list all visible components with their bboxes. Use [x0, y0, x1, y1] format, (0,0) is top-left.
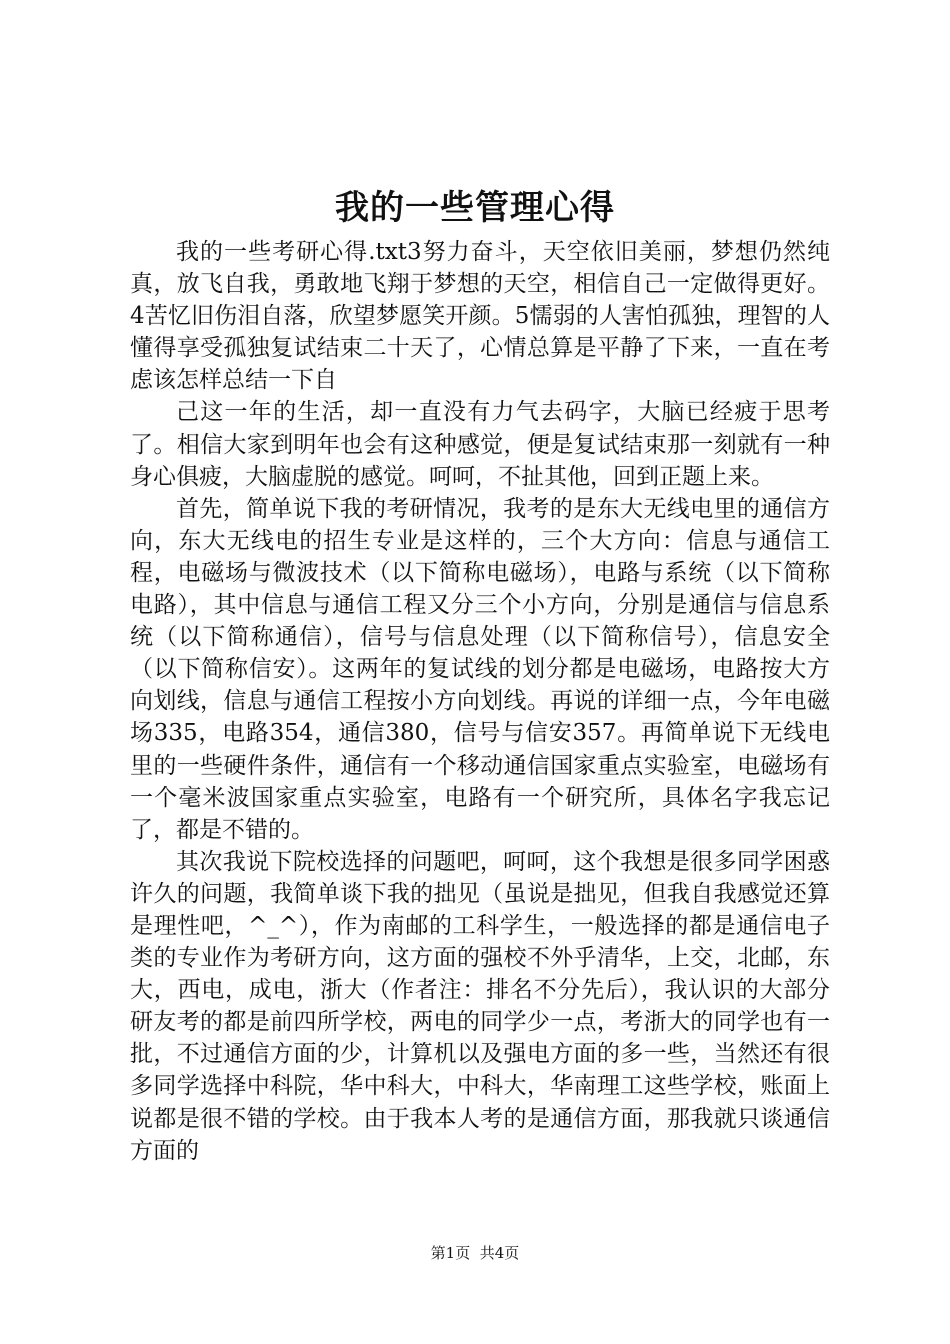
page-total: 共4页	[479, 1244, 520, 1262]
paragraph: 其次我说下院校选择的问题吧，呵呵，这个我想是很多同学困惑许久的问题，我简单谈下我的拙见（虽说是拙见，但我自我感觉还算是理性吧，^_^），作为南邮的工科学生，一般选择的都是通信电子类的专业作为考研方向，这方面的强校不外乎清华，上交，北邮，东大，西电，成电，浙大（作者注：排名不分先后），我认识的大部分研友考的都是前四所学校，两电的同学少一点，考浙大的同学也有一批，不过通信方面的少，计算机以及强电方面的多一些，当然还有很多同学选择中科院，华中科大，中科大，华南理工这些学校，账面上说都是很不错的学校。由于我本人考的是通信方面，那我就只谈通信方面的	[130, 848, 830, 1164]
paragraph: 首先，简单说下我的考研情况，我考的是东大无线电里的通信方向，东大无线电的招生专业是这样的，三个大方向：信息与通信工程，电磁场与微波技术（以下简称电磁场），电路与系统（以下简称电路），其中信息与通信工程又分三个小方向，分别是通信与信息系统（以下简称通信），信号与信息处理（以下简称信号），信息安全（以下简称信安）。这两年的复试线的划分都是电磁场，电路按大方向划线，信息与通信工程按小方向划线。再说的详细一点，今年电磁场335，电路354，通信380，信号与信安357。再简单说下无线电里的一些硬件条件，通信有一个移动通信国家重点实验室，电磁场有一个毫米波国家重点实验室，电路有一个研究所，具体名字我忘记了，都是不错的。	[130, 495, 830, 843]
paragraph: 我的一些考研心得.txt3努力奋斗，天空依旧美丽，梦想仍然纯真，放飞自我，勇敢地飞翔于梦想的天空，相信自己一定做得更好。4苦忆旧伤泪自落，欣望梦愿笑开颜。5懦弱的人害怕孤独，理智的人懂得享受孤独复试结束二十天了，心情总算是平静了下来，一直在考虑该怎样总结一下自	[130, 239, 830, 394]
document-title: 我的一些管理心得	[335, 188, 615, 228]
document-body	[130, 236, 830, 1167]
page-footer	[0, 1242, 950, 1264]
page-number: 第1页	[430, 1244, 471, 1262]
paragraph: 己这一年的生活，却一直没有力气去码字，大脑已经疲于思考了。相信大家到明年也会有这种感觉，便是复试结束那一刻就有一种身心俱疲，大脑虚脱的感觉。呵呵，不扯其他，回到正题上来。	[130, 399, 830, 490]
